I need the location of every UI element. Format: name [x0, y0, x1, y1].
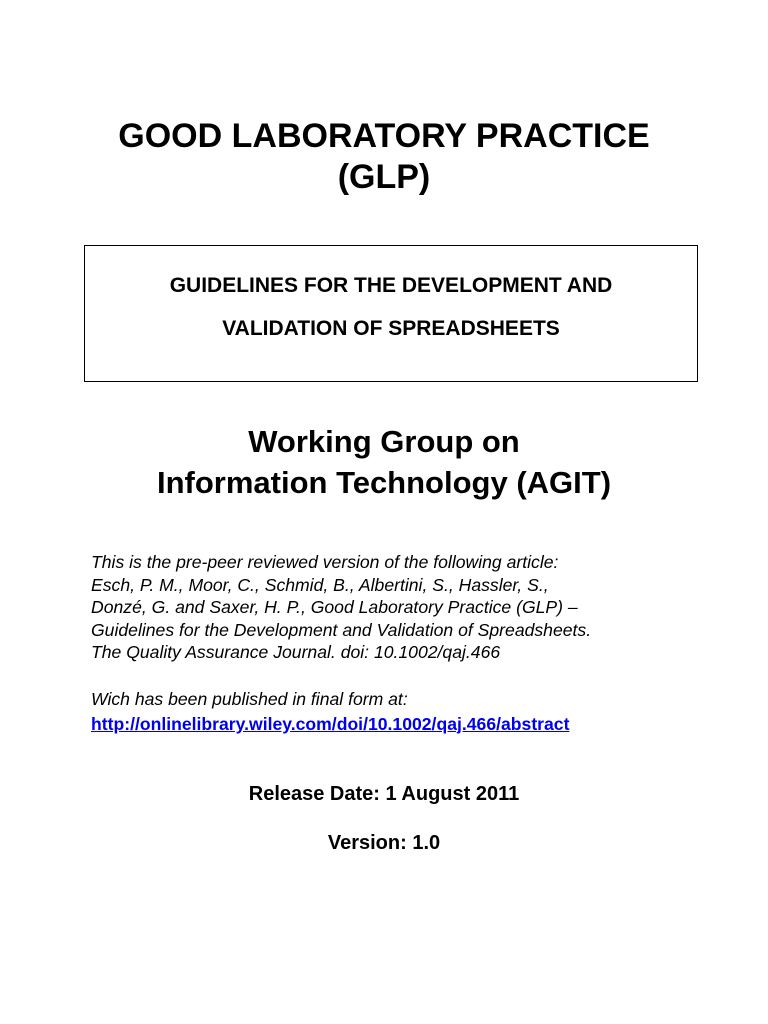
- version-label: Version: 1.0: [327, 832, 441, 854]
- working-group-line-2: Information Technology (AGIT): [156, 465, 612, 500]
- document-title-line-1: GOOD LABORATORY PRACTICE: [118, 117, 650, 155]
- citation-line: Esch, P. M., Moor, C., Schmid, B., Albertini, S., Hassler, S.,: [91, 574, 549, 595]
- published-article-link[interactable]: http://onlinelibrary.wiley.com/doi/10.1002/qaj.466/abstract: [91, 713, 570, 734]
- published-intro: Wich has been published in final form at:: [91, 689, 408, 709]
- citation-line: Donzé, G. and Saxer, H. P., Good Laboratory Practice (GLP) –: [91, 597, 578, 618]
- working-group-line-1: Working Group on: [248, 424, 520, 459]
- published-block: [91, 688, 731, 735]
- guidelines-box: [84, 245, 698, 382]
- citation-block: [91, 551, 731, 664]
- citation-line: Guidelines for the Development and Validation of Spreadsheets.: [91, 619, 592, 640]
- guidelines-line-1: GUIDELINES FOR THE DEVELOPMENT AND: [169, 274, 613, 297]
- document-title-line-2: (GLP): [337, 158, 431, 196]
- citation-line: This is the pre-peer reviewed version of the following article:: [91, 552, 559, 572]
- release-date: Release Date: 1 August 2011: [248, 783, 520, 805]
- citation-line: The Quality Assurance Journal. doi: 10.1002/qaj.466: [91, 642, 501, 663]
- guidelines-line-2: VALIDATION OF SPREADSHEETS: [222, 317, 560, 340]
